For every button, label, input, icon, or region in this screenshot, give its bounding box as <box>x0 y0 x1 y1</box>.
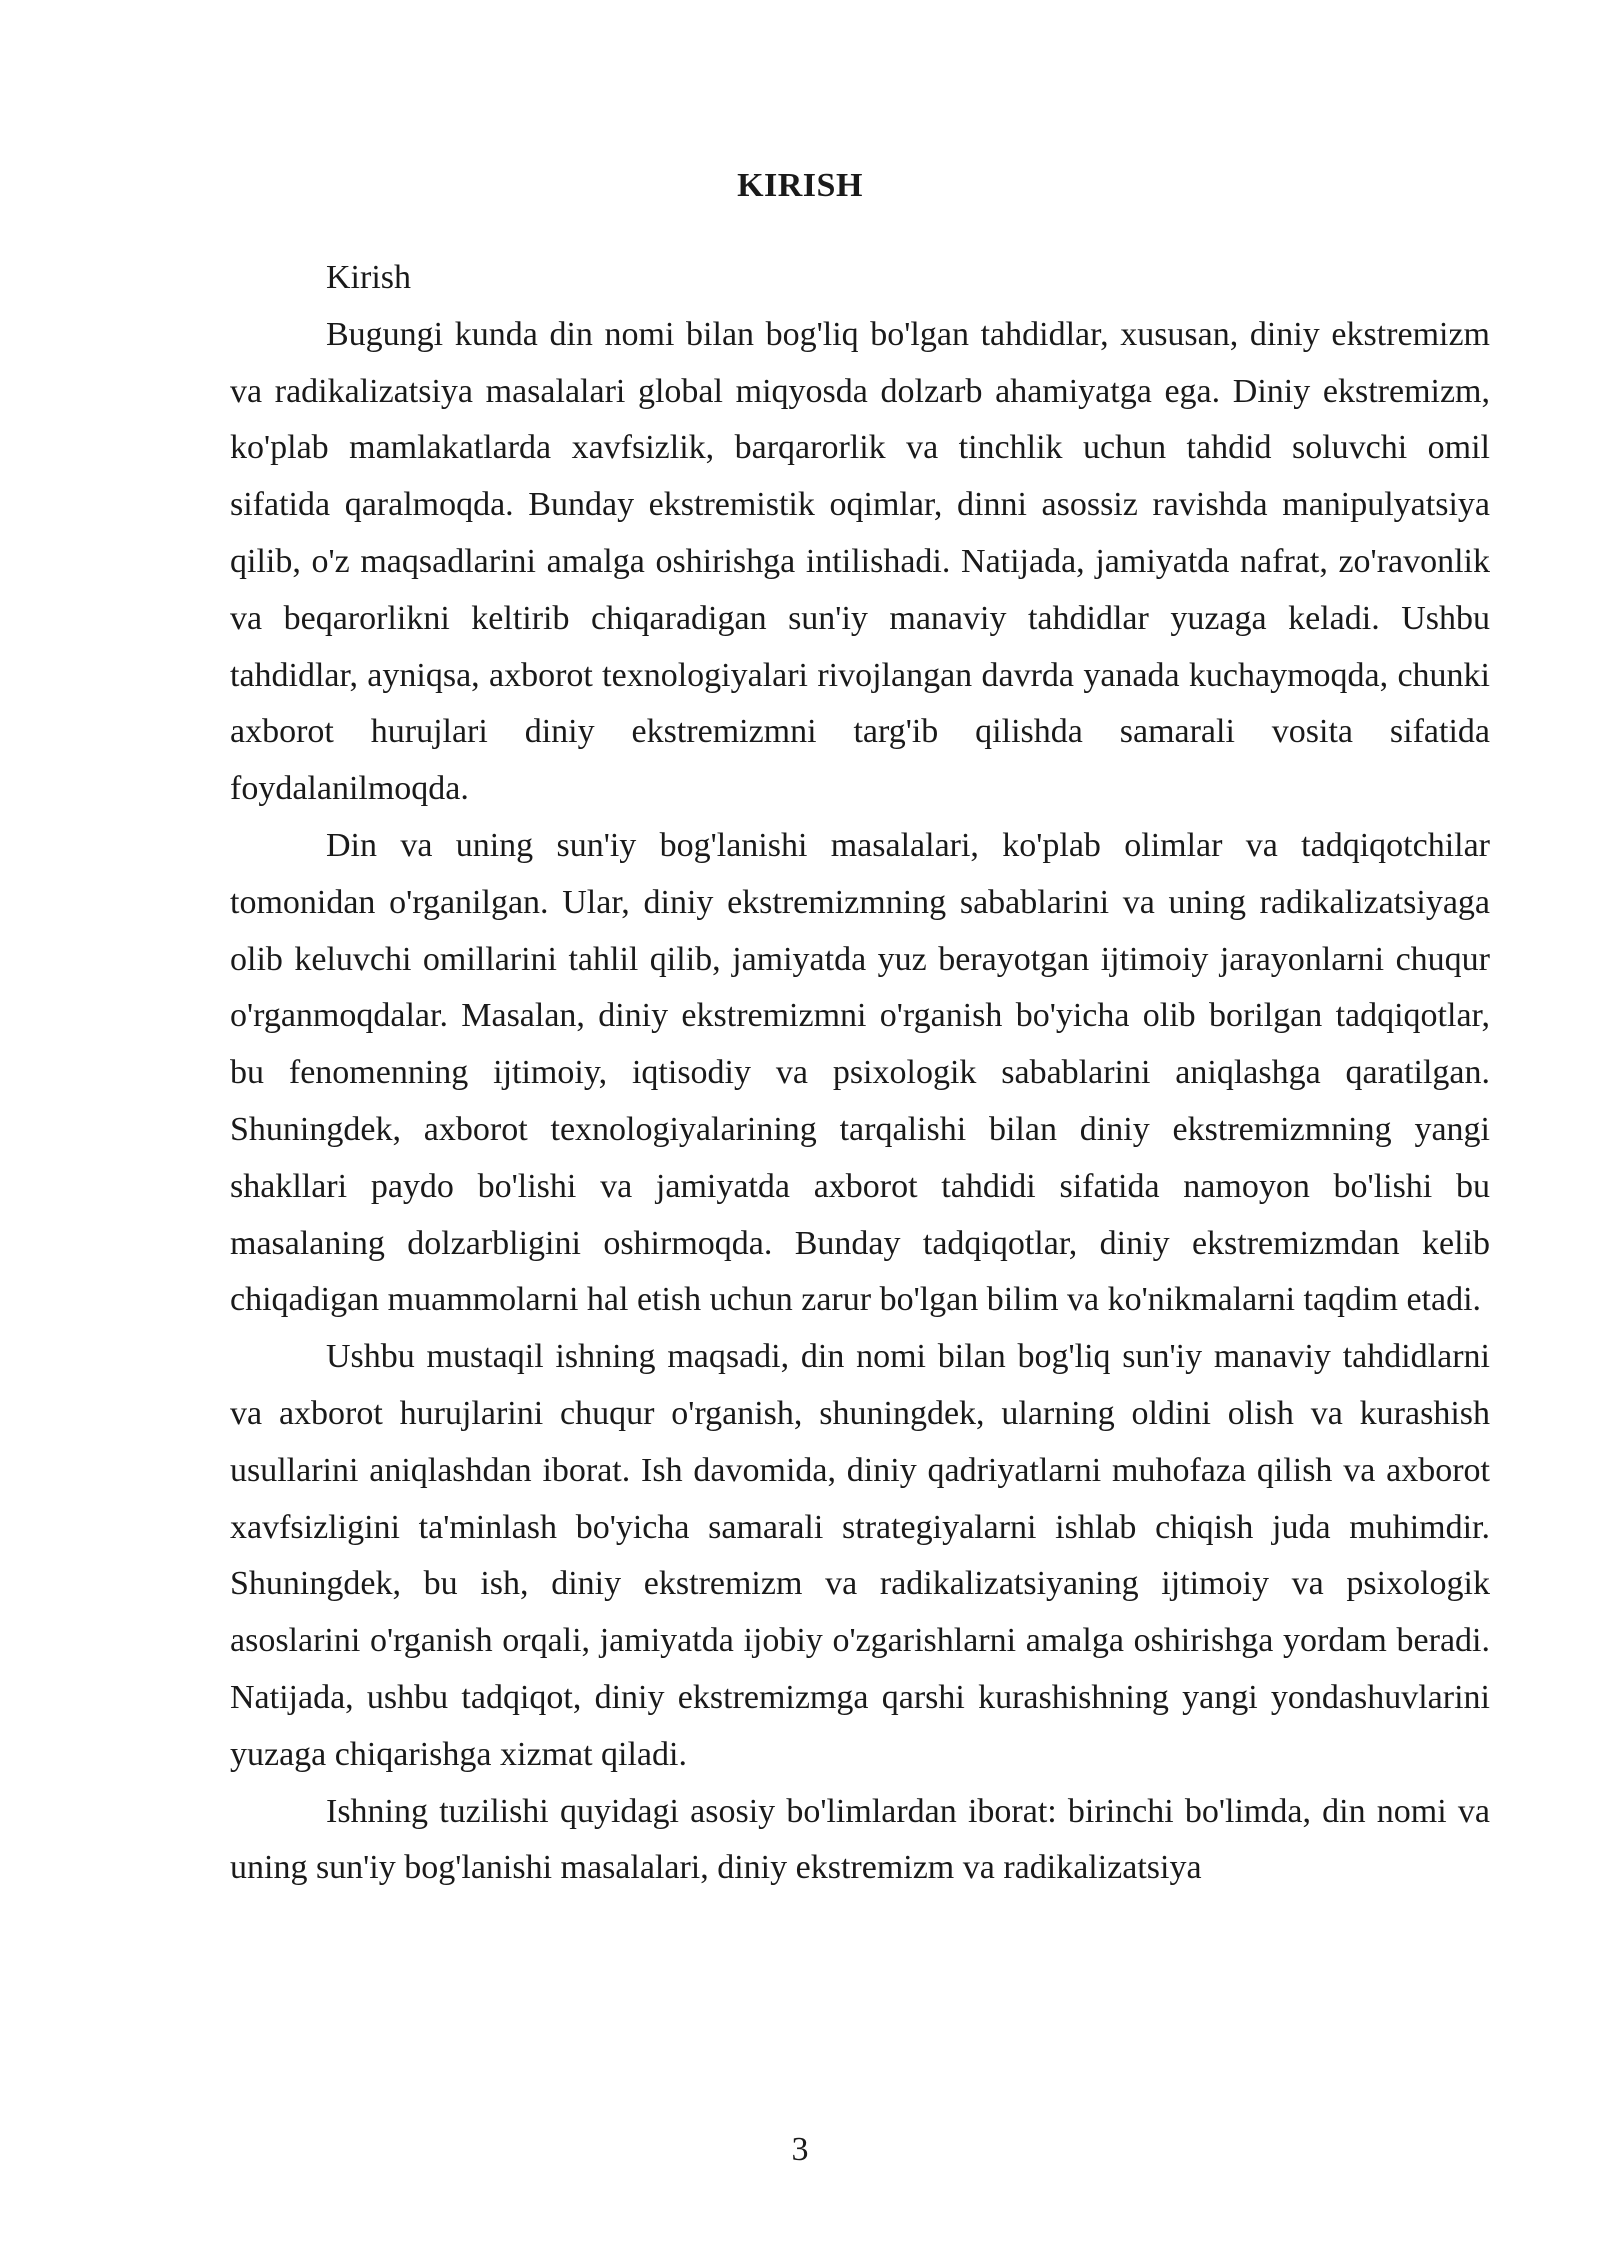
paragraph: Din va uning sun'iy bog'lanishi masalalari, ko'plab olimlar va tadqiqotchilar tomonidan o'rganilgan. Ular, diniy ekstremizmning sabablarini va uning radikalizatsiyaga olib keluvchi omillarini tahlil qilib, jamiyatda yuz berayotgan ijtimoiy jarayonlarni chuqur o'rganmoqdalar. Masalan, diniy ekstremizmni o'rganish bo'yicha olib borilgan tadqiqotlar, bu fenomenning ijtimoiy, iqtisodiy va psixologik sabablarini aniqlashga qaratilgan. Shuningdek, axborot texnologiyalarining tarqalishi bilan diniy ekstremizmning yangi shakllari paydo bo'lishi va jamiyatda axborot tahdidi sifatida namoyon bo'lishi bu masalaning dolzarbligini oshirmoqda. Bunday tadqiqotlar, diniy ekstremizmdan kelib chiqadigan muammolarni hal etish uchun zarur bo'lgan bilim va ko'nikmalarni taqdim etadi. <box>230 826 1490 1319</box>
paragraph: Bugungi kunda din nomi bilan bog'liq bo'lgan tahdidlar, xususan, diniy ekstremizm va radikalizatsiya masalalari global miqyosda dolzarb ahamiyatga ega. Diniy ekstremizm, ko'plab mamlakatlarda xavfsizlik, barqarorlik va tinchlik uchun tahdid soluvchi omil sifatida qaralmoqda. Bunday ekstremistik oqimlar, dinni asossiz ravishda manipulyatsiya qilib, o'z maqsadlarini amalga oshirishga intilishadi. Natijada, jamiyatda nafrat, zo'ravonlik va beqarorlikni keltirib chiqaradigan sun'iy manaviy tahdidlar yuzaga keladi. Ushbu tahdidlar, ayniqsa, axborot texnologiyalari rivojlangan davrda yanada kuchaymoqda, chunki axborot hurujlari diniy ekstremizmni targ'ib qilishda samarali vosita sifatida foydalanilmoqda. <box>230 315 1490 808</box>
paragraph: Ishning tuzilishi quyidagi asosiy bo'limlardan iborat: birinchi bo'limda, din nomi va uning sun'iy bog'lanishi masalalari, diniy ekstremizm va radikalizatsiya <box>230 1792 1490 1887</box>
page-title: KIRISH <box>737 167 863 204</box>
body-text <box>230 250 1490 1897</box>
paragraph-heading: Kirish <box>326 259 411 296</box>
page-number: 3 <box>791 2131 809 2168</box>
paragraph: Ushbu mustaqil ishning maqsadi, din nomi bilan bog'liq sun'iy manaviy tahdidlarni va axborot hurujlarini chuqur o'rganish, shuningdek, ularning oldini olish va kurashish usullarini aniqlashdan iborat. Ish davomida, diniy qadriyatlarni muhofaza qilish va axborot xavfsizligini ta'minlash bo'yicha samarali strategiyalarni ishlab chiqish juda muhimdir. Shuningdek, bu ish, diniy ekstremizm va radikalizatsiyaning ijtimoiy va psixologik asoslarini o'rganish orqali, jamiyatda ijobiy o'zgarishlarni amalga oshirishga yordam beradi. Natijada, ushbu tadqiqot, diniy ekstremizmga qarshi kurashishning yangi yondashuvlarini yuzaga chiqarishga xizmat qiladi. <box>230 1338 1490 1773</box>
